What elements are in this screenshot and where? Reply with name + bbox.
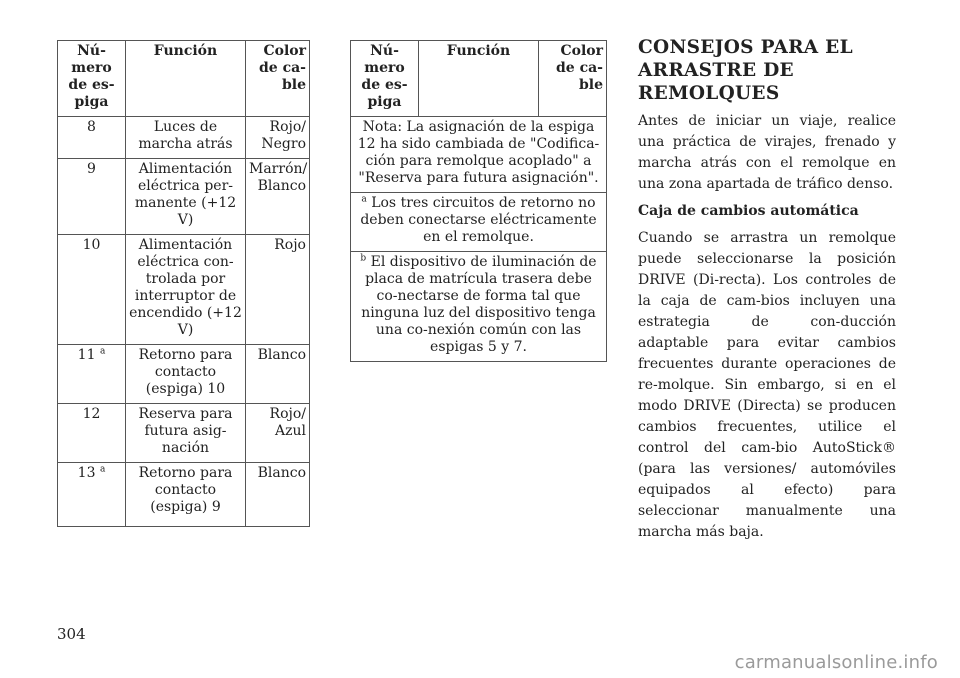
body-paragraph: Cuando se arrastra un remolque puede seleccionarse la posición DRIVE (Di-recta). Los controles de la caja de cam-bios incluyen una estrategia de con-ducción adaptable para evitar cambios frecuentes durante operaciones de re-molque. Sin embargo, si en el modo DRIVE (Directa) se producen cambios frecuentes, utilice el control del cam-bio AutoStick® (para las versiones/ automóviles equipados al efecto) para seleccionar manualmente una marcha más baja. [638,230,896,540]
footnote-text: El dispositivo de iluminación de placa de matrícula trasera debe co-nectarse de forma tal que ninguna luz del dispositivo tenga una co-nexión común con las espigas 5 y 7. [361,254,597,355]
page-number: 304 [57,625,86,643]
watermark: carmanualsonline.info [734,652,938,673]
table-row [58,117,310,159]
header-wire-color: Color de ca-ble [539,41,607,117]
table-row [351,117,607,193]
pin-number-text: 8 [87,119,96,135]
header-function: Función [126,41,246,117]
pin-number [58,117,126,159]
pin-function: Reserva para futura asig-nación [126,404,246,463]
pin-number [58,404,126,463]
table-row [58,159,310,235]
footnote-marker: b [360,253,367,264]
pin-function: Retorno para contacto (espiga) 9 [126,463,246,527]
footnote-cell [351,252,607,362]
pin-number [58,345,126,404]
subheading: Caja de cambios automática [638,203,859,219]
header-wire-color: Color de ca-ble [246,41,310,117]
pin-color: Rojo/ Negro [246,117,310,159]
pin-color: Marrón/ Blanco [246,159,310,235]
header-pin-number: Nú-mero de es-piga [351,41,419,117]
footnote-marker: a [361,194,367,205]
pin-number [58,463,126,527]
pin-number-text: 13 [77,465,96,481]
note-text: Nota: La asignación de la espiga 12 ha sido cambiada de "Codifica-ción para remolque acoplado" a "Reserva para futura asignación". [357,119,600,186]
pin-number-text: 10 [82,237,101,253]
pin-color: Blanco [246,463,310,527]
pin-function: Luces de marcha atrás [126,117,246,159]
footnote-marker: a [99,346,106,357]
pin-function-table [57,40,310,527]
pin-function: Alimentación eléctrica per-manente (+12 V) [126,159,246,235]
table-row [351,193,607,252]
table-row [351,252,607,362]
footnote-cell [351,193,607,252]
table-header-row [58,41,310,117]
table-row [58,235,310,345]
intro-paragraph: Antes de iniciar un viaje, realice una práctica de virajes, frenado y marcha atrás con el remolque en una zona apartada de tráfico denso. [638,113,896,192]
table-row [58,404,310,463]
header-function: Función [419,41,539,117]
table-header-row [351,41,607,117]
table-row [58,463,310,527]
pin-number-text: 9 [87,161,96,177]
pin-function: Alimentación eléctrica con-trolada por interruptor de encendido (+12 V) [126,235,246,345]
footnote-marker: a [99,464,106,475]
section-heading: CONSEJOS PARA EL ARRASTRE DE REMOLQUES [638,37,853,104]
pin-number [58,235,126,345]
table-row [58,345,310,404]
pin-number-text: 12 [82,406,101,422]
pin-number-text: 11 [77,347,96,363]
footnote-text: Los tres circuitos de retorno no deben conectarse eléctricamente en el remolque. [360,195,597,245]
pin-function: Retorno para contacto (espiga) 10 [126,345,246,404]
pin-color: Rojo [246,235,310,345]
pin-number [58,159,126,235]
header-pin-number: Nú-mero de es-piga [58,41,126,117]
pin-notes-table [350,40,607,362]
note-cell [351,117,607,193]
trailer-towing-tips-section [638,36,896,549]
pin-color: Rojo/ Azul [246,404,310,463]
pin-color: Blanco [246,345,310,404]
